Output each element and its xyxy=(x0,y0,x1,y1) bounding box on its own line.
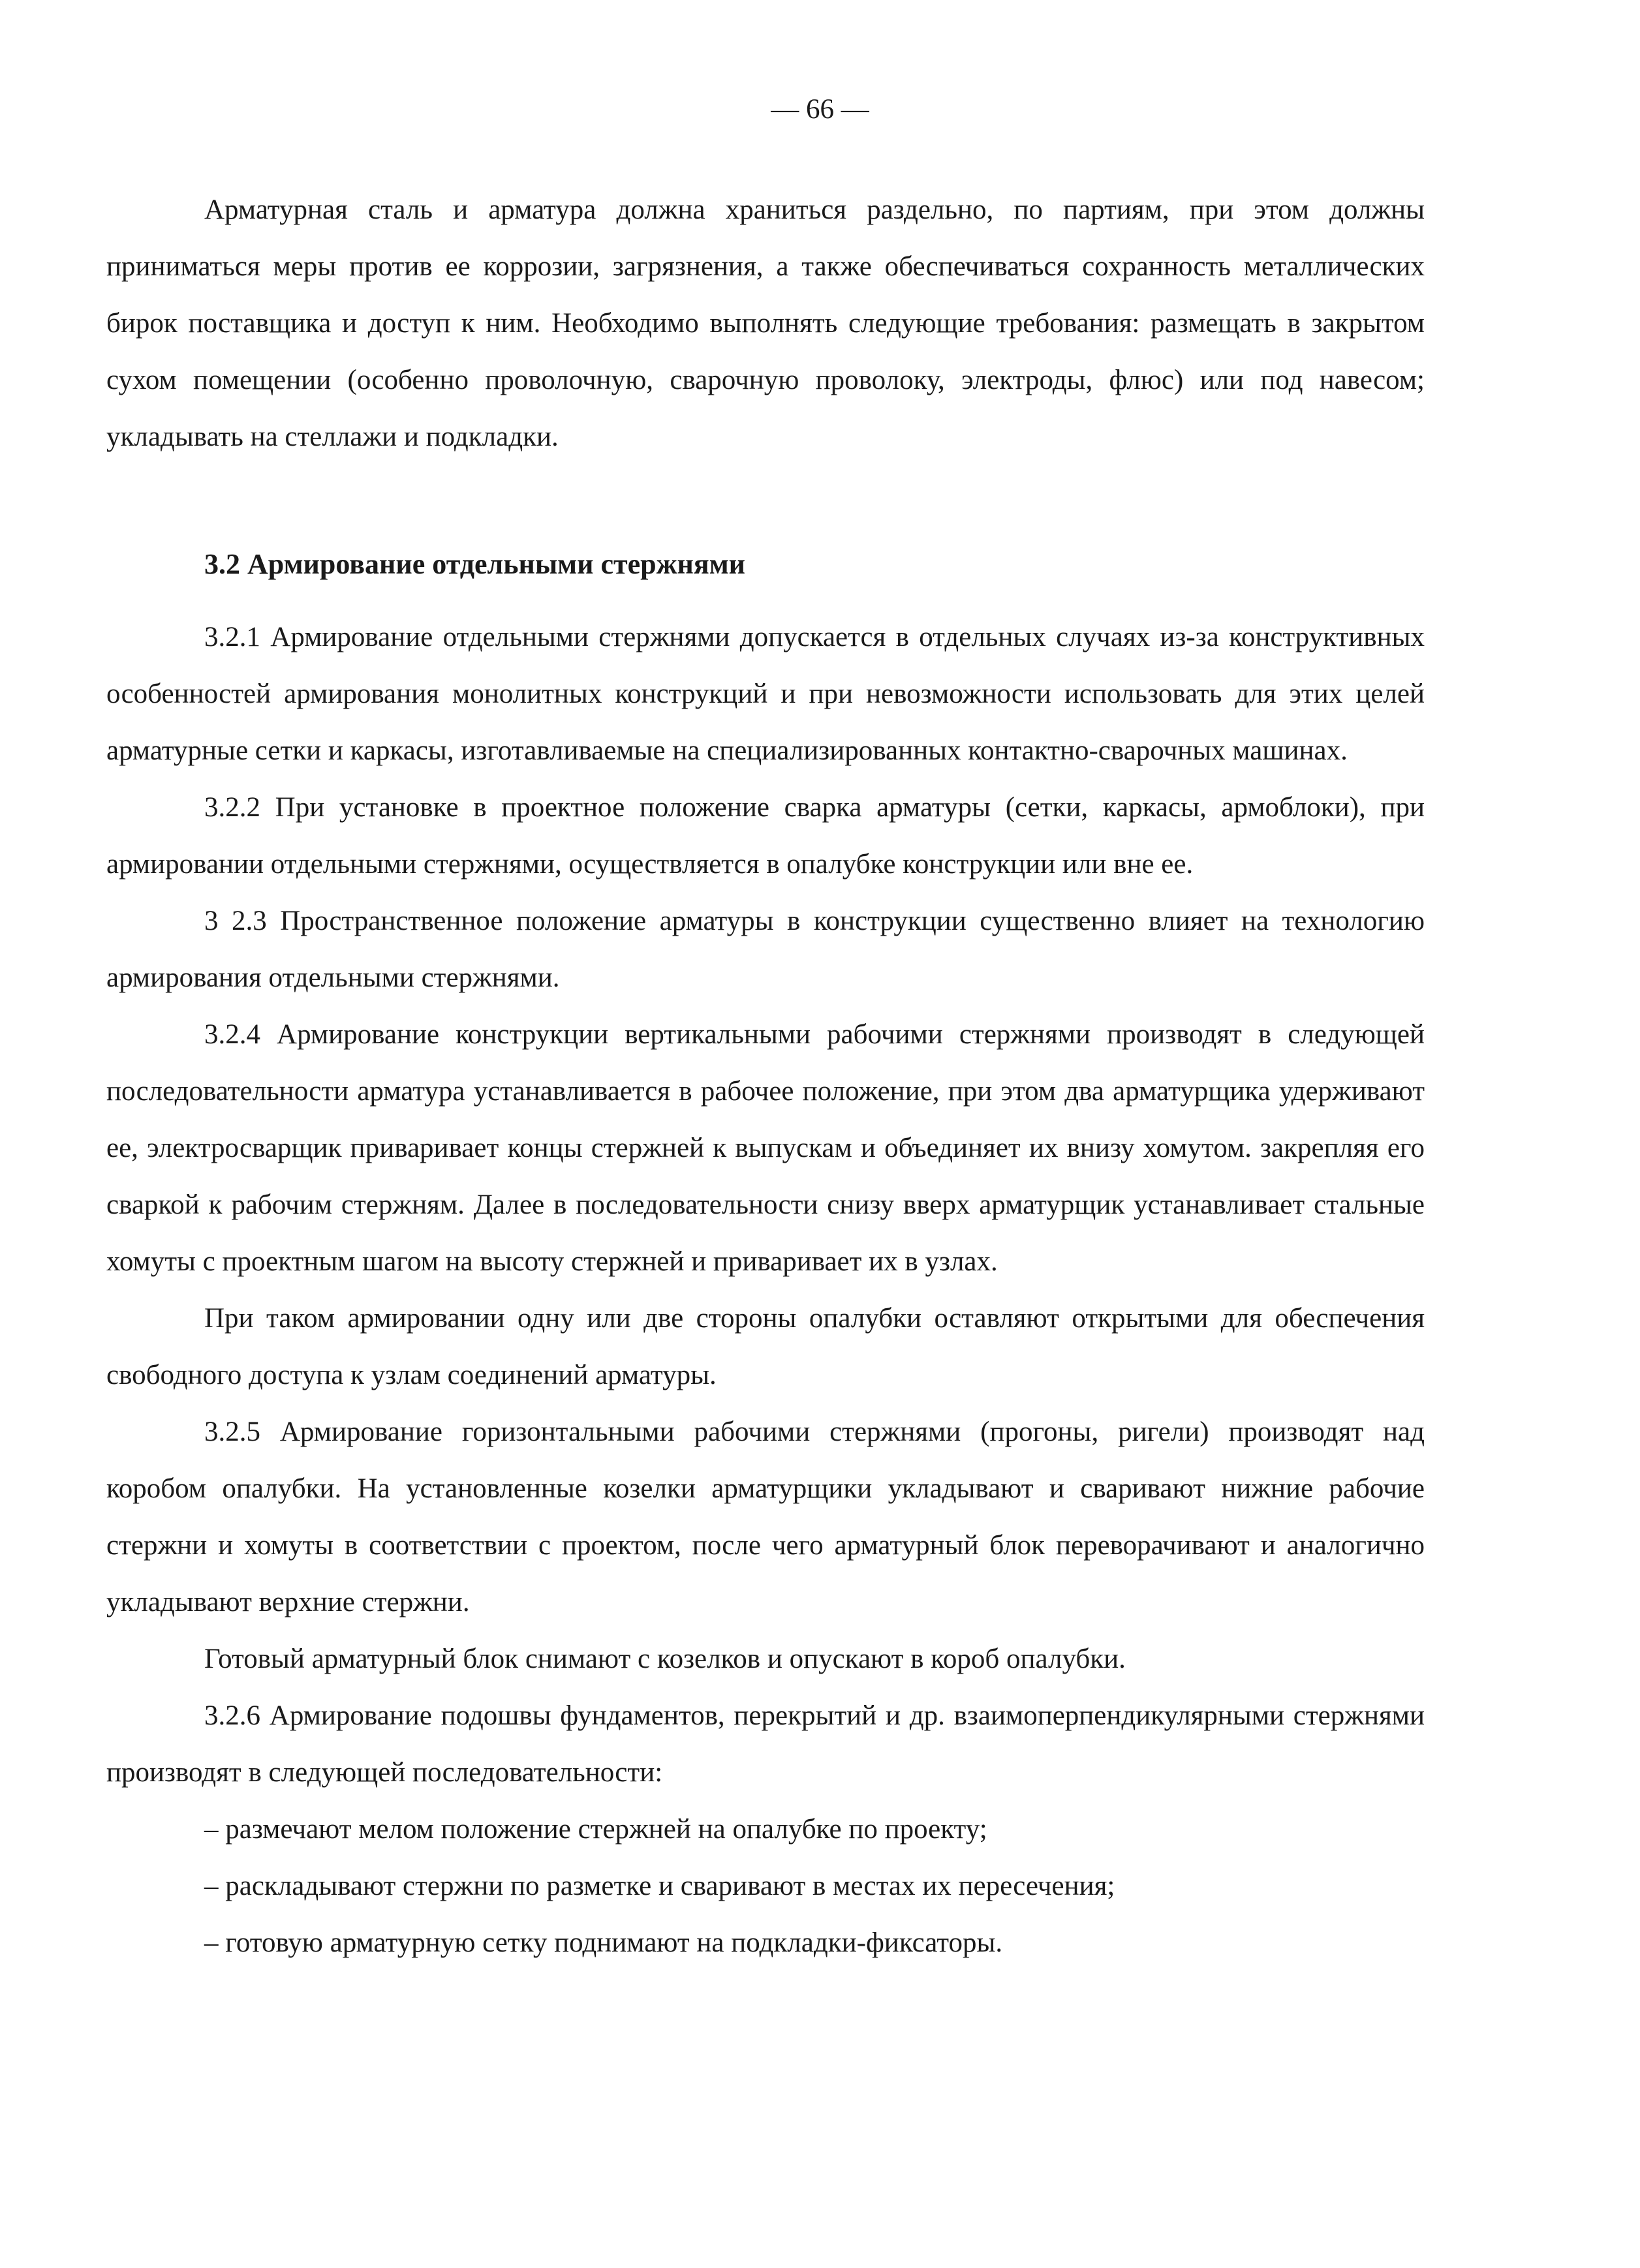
list-item: – размечают мелом положение стержней на опалубке по проекту; xyxy=(204,1814,987,1845)
paragraph-3-2-6: 3.2.6 Армирование подошвы фундаментов, перекрытий и др. взаимоперпендикулярными стержнями производят в следующей последовательности: xyxy=(106,1700,1425,1788)
paragraph-3-2-3: 3 2.3 Пространственное положение арматуры в конструкции существенно влияет на технологию армирования отдельными стержнями. xyxy=(106,906,1425,993)
paragraph-storage: Арматурная сталь и арматура должна храниться раздельно, по партиям, при этом должны приниматься меры против ее коррозии, загрязнения, а также обеспечиваться сохранность металлических бирок поставщика и доступ к ним. Необходимо выполнять следующие требования: размещать в закрытом сухом помещении (особенно проволочную, сварочную проволоку, электроды, флюс) или под навесом; укладывать на стеллажи и подкладки. xyxy=(106,194,1425,452)
document-body xyxy=(106,181,1425,1971)
paragraph-3-2-2: 3.2.2 При установке в проектное положение сварка арматуры (сетки, каркасы, армоблоки), при армировании отдельными стержнями, осуществляется в опалубке конструкции или вне ее. xyxy=(106,792,1425,880)
list-item: – раскладывают стержни по разметке и сваривают в местах их пересечения; xyxy=(204,1871,1115,1901)
paragraph-3-2-1: 3.2.1 Армирование отдельными стержнями допускается в отдельных случаях из-за конструктивных особенностей армирования монолитных конструкций и при невозможности использовать для этих целей арматурные сетки и каркасы, изготавливаемые на специализированных контактно-сварочных машинах. xyxy=(106,622,1425,766)
paragraph-3-2-4: 3.2.4 Армирование конструкции вертикальными рабочими стержнями производят в следующей последовательности арматура устанавливается в рабочее положение, при этом два арматурщика удерживают ее, электросварщик приваривает концы стержней к выпускам и объединяет их внизу хомутом. закрепляя его сваркой к рабочим стержням. Далее в последовательности снизу вверх арматурщик устанавливает стальные хомуты с проектным шагом на высоту стержней и приваривает их в узлах. xyxy=(106,1019,1425,1277)
section-heading-3-2: 3.2 Армирование отдельными стержнями xyxy=(204,548,746,580)
paragraph-3-2-5-note: Готовый арматурный блок снимают с козелков и опускают в короб опалубки. xyxy=(204,1644,1126,1674)
page-number: — 66 — xyxy=(771,94,869,125)
list-item: – готовую арматурную сетку поднимают на подкладки-фиксаторы. xyxy=(204,1927,1003,1958)
paragraph-3-2-4-note: При таком армировании одну или две стороны опалубки оставляют открытыми для обеспечения свободного доступа к узлам соединений арматуры. xyxy=(106,1303,1425,1390)
paragraph-3-2-5: 3.2.5 Армирование горизонтальными рабочими стержнями (прогоны, ригели) производят над коробом опалубки. На установленные козелки арматурщики укладывают и сваривают нижние рабочие стержни и хомуты в соответствии с проектом, после чего арматурный блок переворачивают и аналогично укладывают верхние стержни. xyxy=(106,1417,1425,1617)
